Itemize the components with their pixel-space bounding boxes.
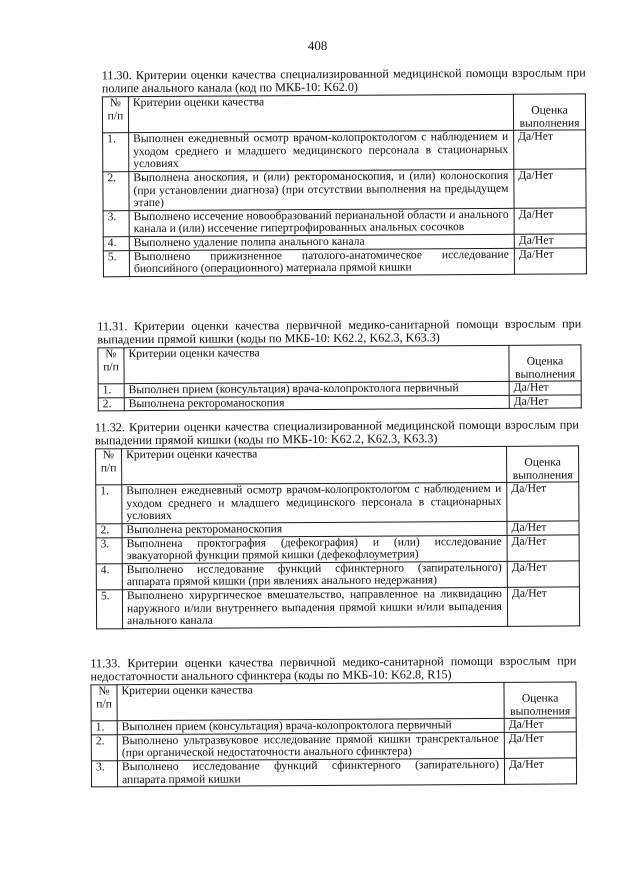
row-num: 5. (96, 590, 122, 629)
section-11-33 (90, 654, 577, 787)
row-criteria: Выполнено ультразвуковое исследование прямой кишки трансректальное (при органической недостаточности анального сфинктера) (117, 732, 504, 761)
row-num: 2. (91, 735, 117, 761)
row-grade: Да/Нет (507, 534, 579, 561)
row-num: 2. (96, 524, 122, 538)
row-criteria: Выполнено удаление полипа анального канала (129, 234, 514, 250)
row-num: 3. (103, 210, 129, 236)
row-grade: Да/Нет (514, 169, 586, 208)
row-grade: Да/Нет (507, 587, 579, 626)
row-num: 3. (91, 761, 117, 787)
table-header-row (102, 94, 585, 133)
table-row (91, 732, 576, 761)
row-num: 2. (103, 172, 129, 211)
row-grade: Да/Нет (507, 521, 579, 535)
header-num: № п/п (91, 685, 117, 721)
row-num: 1. (91, 721, 117, 735)
row-criteria: Выполнена аноскопия, и (или) ректороманоскопия, и (или) колоноскопия (при установлении диагноза) (при отсутствии выполнения на предыдущем этапе) (129, 169, 514, 210)
criteria-table (95, 445, 580, 629)
criteria-table (102, 93, 587, 277)
table-row (103, 130, 586, 172)
section-title: 11.31. Критерии оценки качества первичной медико-санитарной помощи взрослым при выпадении прямой кишки (коды по МКБ-10: K62.2, K62.3, K63.3) (97, 316, 582, 347)
row-grade: Да/Нет (507, 561, 579, 588)
row-grade: Да/Нет (507, 482, 579, 521)
row-criteria: Выполнено исследование функций сфинктерного (запирательного) аппарата прямой кишки (117, 758, 504, 787)
row-grade: Да/Нет (504, 758, 576, 785)
header-grade: Оценка выполнения (513, 94, 585, 131)
row-criteria: Выполнена проктография (дефекография) и (или) исследование эвакуаторной функции прямой кишки (дефекофлоуметрия) (122, 535, 507, 564)
header-grade: Оценка выполнения (504, 682, 576, 719)
row-grade: Да/Нет (514, 208, 586, 235)
section-11-31 (97, 317, 582, 411)
table-row (96, 561, 579, 590)
table-row (98, 395, 581, 412)
row-grade: Да/Нет (504, 718, 576, 732)
row-num: 1. (103, 133, 129, 172)
row-criteria: Выполнен ежедневный осмотр врачом-колопроктологом с наблюдением и уходом среднего и младшего медицинского персонала в стационарных условиях (129, 130, 514, 171)
header-num: № п/п (96, 449, 122, 485)
row-grade: Да/Нет (514, 130, 586, 169)
section-11-30 (102, 66, 587, 277)
header-criteria: Критерии оценки качества (122, 446, 507, 485)
section-11-32 (95, 418, 580, 629)
section-title: 11.30. Критерии оценки качества специализированной медицинской помощи взрослым при полипе анального канала (код по МКБ-10: K62.0) (101, 65, 586, 96)
header-grade: Оценка выполнения (509, 345, 581, 382)
row-grade: Да/Нет (514, 234, 586, 248)
table-row (103, 169, 586, 211)
section-title: 11.33. Критерии оценки качества первичной медико-санитарной помощи взрослым при недостаточности анального сфинктера (коды по МКБ-10: K62.8, R15) (90, 653, 577, 684)
row-criteria: Выполнен прием (консультация) врача-колопроктолога первичный (124, 382, 509, 398)
row-num: 3. (96, 537, 122, 563)
header-criteria: Критерии оценки качества (117, 682, 504, 721)
row-criteria: Выполнен ежедневный осмотр врачом-колопроктологом с наблюдением и уходом среднего и младшего медицинского персонала в стационарных условиях (122, 483, 507, 524)
header-criteria: Критерии оценки качества (124, 345, 509, 384)
row-criteria: Выполнена ректороманоскопия (124, 395, 509, 411)
table-row (91, 758, 576, 787)
row-criteria: Выполнено прижизненное патолого-анатомическое исследование биопсийного (операционного) материала прямой кишки (129, 248, 514, 277)
page-number: 408 (307, 37, 328, 54)
row-num: 4. (96, 563, 122, 589)
row-num: 1. (98, 384, 124, 398)
table-header-row (98, 345, 581, 384)
table-row (96, 587, 579, 629)
row-grade: Да/Нет (509, 381, 581, 395)
criteria-table (97, 344, 581, 411)
section-title: 11.32. Критерии оценки качества специализированной медицинской помощи взрослым при выпадении прямой кишки (коды по МКБ-10: K62.2, K62.3, K63.3) (94, 417, 579, 448)
header-criteria: Критерии оценки качества (128, 94, 513, 133)
header-grade: Оценка выполнения (507, 446, 579, 483)
row-num: 1. (96, 485, 122, 524)
table-row (103, 208, 586, 237)
criteria-table (90, 681, 577, 787)
row-criteria: Выполнена ректороманоскопия (122, 521, 507, 537)
table-header-row (96, 446, 579, 485)
row-criteria: Выполнено хирургическое вмешательство, направленное на ликвидацию наружного и/или внутреннего выпадения прямой кишки и/или выпадения анального канала (122, 587, 507, 628)
row-num: 2. (98, 397, 124, 411)
row-criteria: Выполнено исследование функций сфинктерного (запирательного) аппарата прямой кишки (при явлениях анального недержания) (122, 561, 507, 590)
row-num: 4. (103, 237, 129, 251)
row-criteria: Выполнено иссечение новообразований перианальной области и анального канала и (или) иссечение гипертрофированных анальных сосочков (129, 208, 514, 237)
header-num: № п/п (102, 97, 128, 133)
row-num: 5. (103, 250, 129, 276)
table-row (103, 247, 586, 276)
table-header-row (91, 682, 576, 721)
row-grade: Да/Нет (509, 395, 581, 409)
table-row (96, 534, 579, 563)
table-row (96, 482, 579, 524)
row-criteria: Выполнен прием (консультация) врача-колопроктолога первичный (117, 719, 504, 735)
header-num: № п/п (98, 348, 124, 384)
row-grade: Да/Нет (514, 247, 586, 274)
row-grade: Да/Нет (504, 732, 576, 759)
